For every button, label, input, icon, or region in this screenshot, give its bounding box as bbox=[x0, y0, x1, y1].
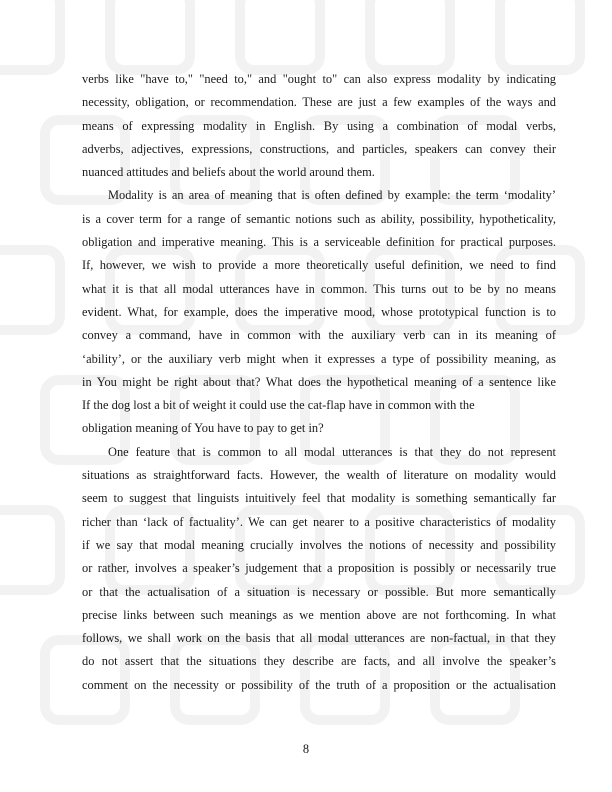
text-line: ‘ability’, or the auxiliary verb might when it expresses a type of possibility meaning, as bbox=[82, 351, 556, 366]
paragraph-start-line: One feature that is common to all modal utterances is that they do not represent bbox=[108, 444, 556, 459]
text-line: verbs like "have to," "need to," and "ought to" can also express modality by indicating bbox=[82, 72, 556, 86]
text-line: precise links between such meanings as we mention above are not forthcoming. In what bbox=[82, 607, 556, 622]
text-line: is a cover term for a range of semantic notions such as ability, possibility, hypotheticality, bbox=[82, 211, 556, 226]
text-line: what it is that all modal utterances have in common. This turns out to be by no means bbox=[82, 281, 556, 296]
text-line: situations as straightforward facts. However, the wealth of literature on modality would bbox=[82, 468, 556, 483]
text-line: If the dog lost a bit of weight it could use the cat-flap have in common with the bbox=[82, 398, 475, 413]
text-line: necessity, obligation, or recommendation. These are just a few examples of the ways and bbox=[82, 95, 556, 110]
text-line: do not assert that the situations they describe are facts, and all involve the speaker’s bbox=[82, 654, 556, 669]
text-line: follows, we shall work on the basis that all modal utterances are non-factual, in that they bbox=[82, 631, 556, 646]
text-line: obligation meaning of You have to pay to get in? bbox=[82, 421, 324, 436]
text-line: or that the actualisation of a situation is necessary or possible. But more semantically bbox=[82, 584, 556, 599]
text-line: If, however, we wish to provide a more theoretically useful definition, we need to find bbox=[82, 258, 556, 273]
text-line: means of expressing modality in English. By using a combination of modal verbs, bbox=[82, 118, 556, 133]
page-number: 8 bbox=[302, 742, 310, 756]
text-line: evident. What, for example, does the imperative mood, whose prototypical function is to bbox=[82, 304, 556, 319]
text-line: in You might be right about that? What does the hypothetical meaning of a sentence like bbox=[82, 374, 556, 389]
text-line: adverbs, adjectives, expressions, constructions, and particles, speakers can convey their bbox=[82, 141, 556, 156]
paragraph-start-line: Modality is an area of meaning that is often defined by example: the term ‘modality’ bbox=[108, 188, 556, 203]
body-text bbox=[82, 68, 556, 697]
text-line: convey a command, have in common with the auxiliary verb can in its meaning of bbox=[82, 328, 556, 343]
text-line: if we say that modal meaning crucially involves the notions of necessity and possibility bbox=[82, 537, 556, 552]
text-line: seem to suggest that linguists intuitively feel that modality is something semantically far bbox=[82, 491, 556, 506]
text-line: nuanced attitudes and beliefs about the world around them. bbox=[82, 165, 375, 180]
text-line: richer than ‘lack of factuality’. We can get nearer to a positive characteristics of modality bbox=[82, 514, 556, 529]
text-line: obligation and imperative meaning. This is a serviceable definition for practical purposes. bbox=[82, 235, 556, 250]
text-line: comment on the necessity or possibility of the truth of a proposition or the actualisation bbox=[82, 677, 556, 692]
text-line: or rather, involves a speaker’s judgement that a proposition is possibly or necessarily true bbox=[82, 561, 556, 576]
